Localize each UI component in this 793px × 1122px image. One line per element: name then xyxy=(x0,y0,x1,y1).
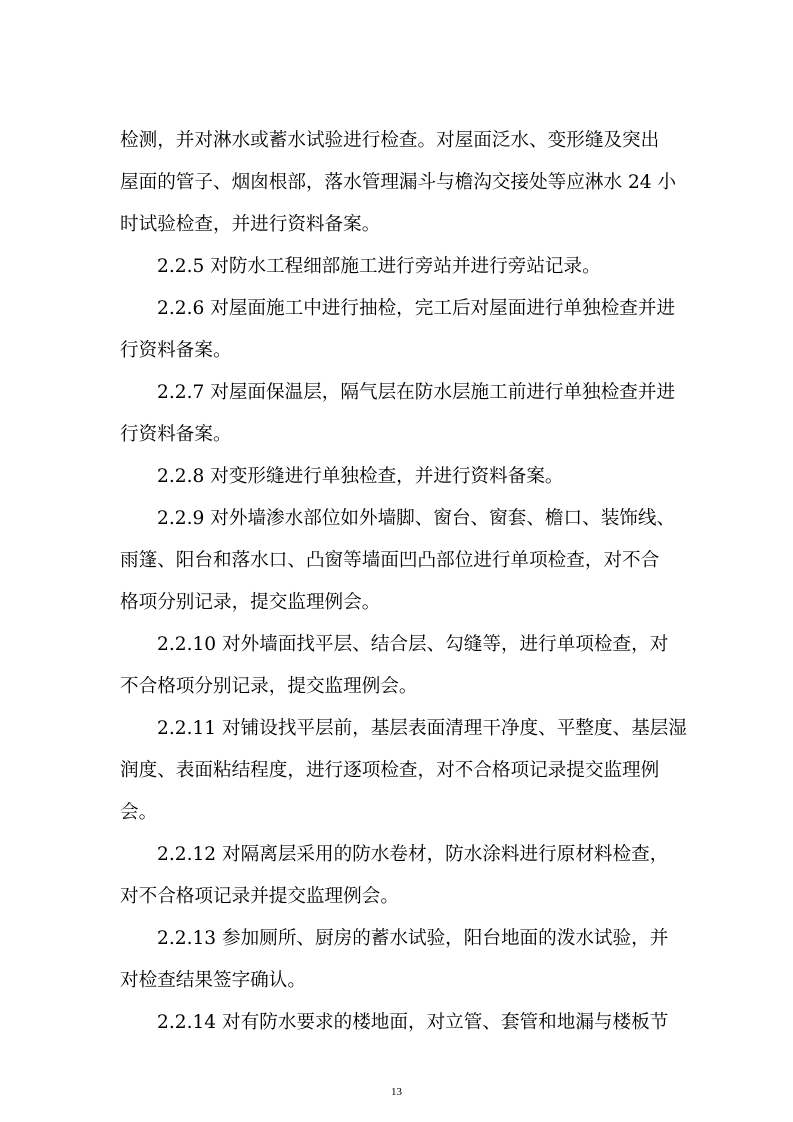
text-line: 雨篷、阳台和落水口、凸窗等墙面凹凸部位进行单项检查，对不合 xyxy=(120,550,660,571)
text-line: 格项分别记录，提交监理例会。 xyxy=(120,592,381,613)
text-line: 不合格项分别记录，提交监理例会。 xyxy=(120,676,418,697)
text-line: 会。 xyxy=(120,802,158,823)
text-line: 对检查结果签字确认。 xyxy=(120,970,306,991)
text-line: 润度、表面粘结程度，进行逐项检查，对不合格项记录提交监理例 xyxy=(120,760,660,781)
text-line: 时试验检查，并进行资料备案。 xyxy=(120,214,381,235)
page-number: 13 xyxy=(391,1086,402,1098)
section-2-2-14: 2.2.14 对有防水要求的楼地面，对立管、套管和地漏与楼板节 xyxy=(157,1012,669,1033)
text-line: 检测，并对淋水或蓄水试验进行检查。对屋面泛水、变形缝及突出 xyxy=(120,130,660,151)
section-2-2-6: 2.2.6 对屋面施工中进行抽检，完工后对屋面进行单独检查并进 xyxy=(157,298,676,319)
section-2-2-9: 2.2.9 对外墙渗水部位如外墙脚、窗台、窗套、檐口、装饰线、 xyxy=(157,508,676,529)
section-2-2-13: 2.2.13 参加厕所、厨房的蓄水试验，阳台地面的泼水试验，并 xyxy=(157,928,669,949)
text-line: 行资料备案。 xyxy=(120,340,232,361)
text-line: 屋面的管子、烟囱根部，落水管理漏斗与檐沟交接处等应淋水 24 小 xyxy=(120,172,677,193)
section-2-2-10: 2.2.10 对外墙面找平层、结合层、勾缝等，进行单项检查，对 xyxy=(157,634,669,655)
section-2-2-8: 2.2.8 对变形缝进行单独检查，并进行资料备案。 xyxy=(157,466,564,487)
section-2-2-12: 2.2.12 对隔离层采用的防水卷材，防水涂料进行原材料检查， xyxy=(157,844,669,865)
section-2-2-7: 2.2.7 对屋面保温层，隔气层在防水层施工前进行单独检查并进 xyxy=(157,382,676,403)
text-line: 对不合格项记录并提交监理例会。 xyxy=(120,886,399,907)
section-2-2-5: 2.2.5 对防水工程细部施工进行旁站并进行旁站记录。 xyxy=(157,256,601,277)
text-line: 行资料备案。 xyxy=(120,424,232,445)
section-2-2-11: 2.2.11 对铺设找平层前，基层表面清理干净度、平整度、基层湿 xyxy=(157,718,687,739)
